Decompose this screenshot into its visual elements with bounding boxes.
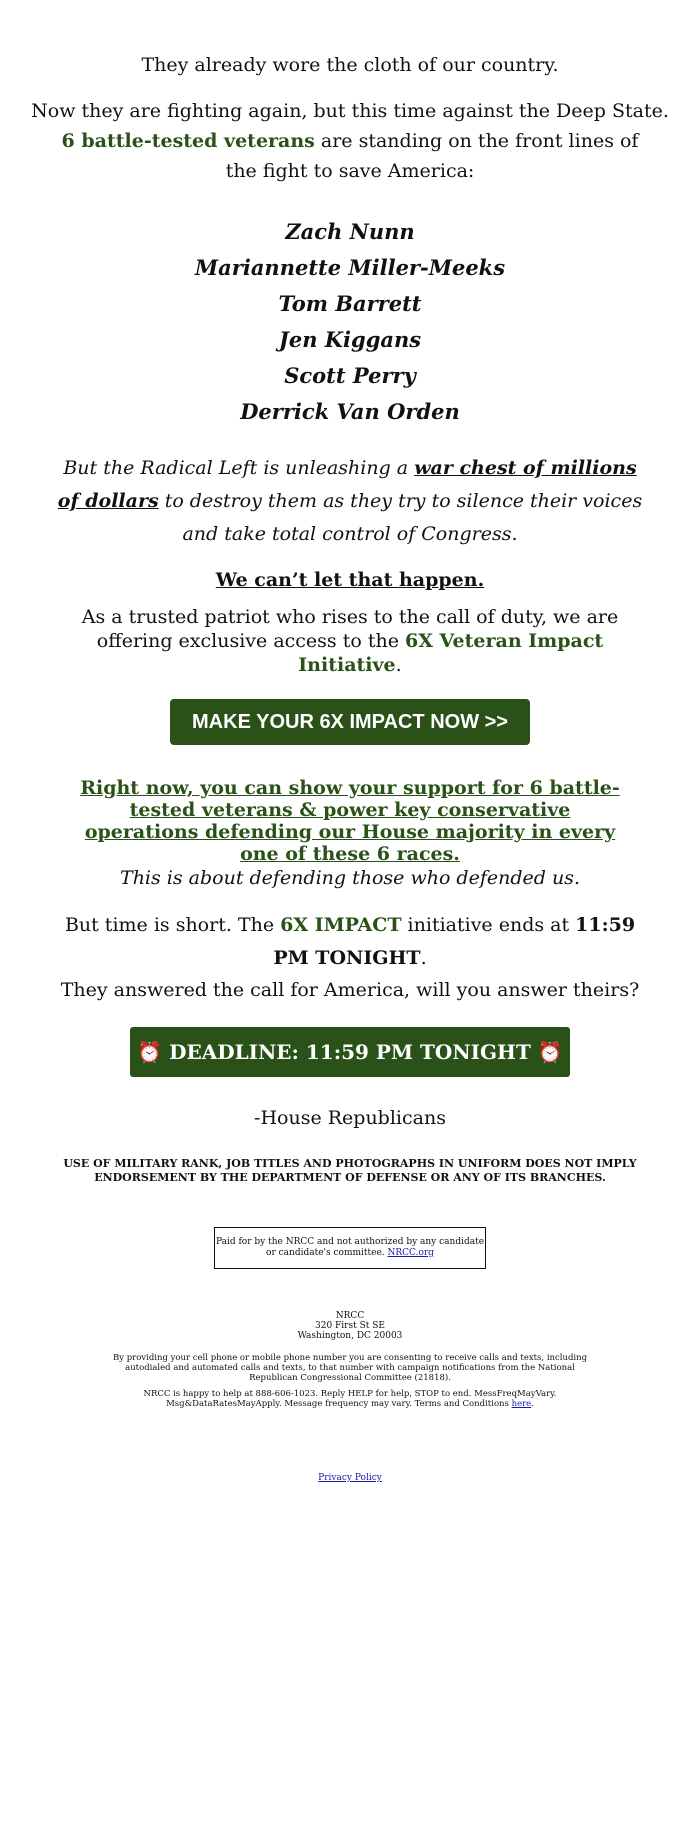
time-middle: initiative ends at bbox=[401, 914, 576, 936]
veteran-name: Zach Nunn bbox=[285, 219, 415, 244]
offer-paragraph bbox=[60, 605, 640, 677]
address-org: NRCC bbox=[335, 1311, 365, 1321]
privacy-row bbox=[0, 1473, 700, 1483]
privacy-policy-link[interactable]: Privacy Policy bbox=[318, 1473, 382, 1483]
threat-paragraph bbox=[55, 452, 645, 551]
veterans-highlight: 6 battle-tested veterans bbox=[61, 130, 315, 152]
time-start: But time is short. The bbox=[64, 914, 281, 936]
veteran-list bbox=[0, 214, 700, 430]
impact-highlight: 6X IMPACT bbox=[280, 914, 402, 936]
veteran-name: Mariannette Miller-Meeks bbox=[194, 255, 506, 280]
address-city: Washington, DC 20003 bbox=[297, 1331, 403, 1341]
help-text bbox=[100, 1389, 600, 1409]
veteran-name: Scott Perry bbox=[284, 363, 416, 388]
deadline-text: 11:59 PM TONIGHT bbox=[273, 914, 636, 969]
intro-line-3 bbox=[50, 126, 650, 186]
support-link[interactable]: Right now, you can show your support for 6 battle-tested veterans & power key conservative operations defending our House majority in every one of these 6 races. bbox=[80, 777, 620, 865]
military-disclaimer: USE OF MILITARY RANK, JOB TITLES AND PHOTOGRAPHS IN UNIFORM DOES NOT IMPLY ENDORSEMENT BY THE DEPARTMENT OF DEFENSE OR ANY OF ITS BRANCHES. bbox=[63, 1157, 637, 1184]
intro-line-2: Now they are fighting again, but this time against the Deep State. bbox=[31, 100, 669, 122]
paid-for-box bbox=[214, 1227, 486, 1269]
terms-link[interactable]: here bbox=[511, 1399, 532, 1409]
help-end: . bbox=[531, 1399, 534, 1409]
intro-line-1: They already wore the cloth of our country. bbox=[141, 54, 559, 76]
intro-line-3-rest: are standing on the front lines of the fight to save America: bbox=[225, 130, 639, 182]
threat-end: to destroy them as they try to silence their voices and take total control of Congress. bbox=[158, 490, 643, 545]
veteran-name: Tom Barrett bbox=[278, 291, 422, 316]
paid-for-text: Paid for by the NRCC and not authorized by any candidate or candidate's committee. bbox=[215, 1237, 485, 1258]
alarm-clock-icon: ⏰ bbox=[537, 1040, 563, 1064]
veteran-name: Derrick Van Orden bbox=[240, 399, 460, 424]
nrcc-link[interactable]: NRCC.org bbox=[387, 1248, 434, 1258]
address-street: 320 First St SE bbox=[315, 1321, 385, 1331]
answered-line: They answered the call for America, will you answer theirs? bbox=[60, 979, 640, 1001]
deadline-button[interactable] bbox=[130, 1027, 570, 1077]
make-impact-button[interactable]: MAKE YOUR 6X IMPACT NOW >> bbox=[170, 699, 530, 745]
threat-start: But the Radical Left is unleashing a bbox=[63, 457, 415, 479]
alarm-clock-icon: ⏰ bbox=[137, 1040, 163, 1064]
signature: -House Republicans bbox=[254, 1107, 446, 1129]
war-chest-text: war chest of millions of dollars bbox=[57, 457, 637, 512]
deadline-button-label: DEADLINE: 11:59 PM TONIGHT bbox=[169, 1040, 531, 1064]
veteran-name: Jen Kiggans bbox=[278, 327, 422, 352]
defending-line: This is about defending those who defended us. bbox=[120, 867, 580, 889]
offer-end: . bbox=[395, 654, 402, 676]
consent-text: By providing your cell phone or mobile phone number you are consenting to receive calls and texts, including autodialed and automated calls and texts, to that number with campaign notifications from the National Republican Congressional Committee (21818). bbox=[112, 1353, 588, 1383]
cant-let-heading: We can’t let that happen. bbox=[215, 569, 485, 591]
initiative-highlight: 6X Veteran Impact Initiative bbox=[298, 630, 604, 676]
help-body: NRCC is happy to help at 888-606-1023. Reply HELP for help, STOP to end. MessFreqMayVary. Msg&DataRatesMayApply. Message frequency may vary. Terms and Conditions bbox=[143, 1389, 557, 1409]
time-paragraph bbox=[50, 909, 650, 975]
time-end: . bbox=[420, 947, 427, 969]
offer-start: As a trusted patriot who rises to the call of duty, we are offering exclusive access to the bbox=[81, 606, 619, 652]
